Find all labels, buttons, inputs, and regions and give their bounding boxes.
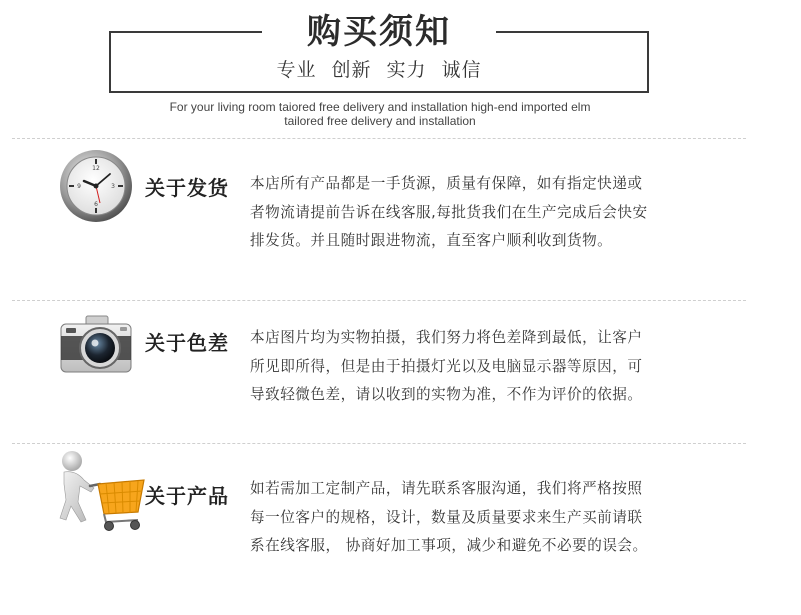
divider: [12, 443, 746, 444]
page-subtitle: 专业 创新 实力 诚信: [276, 59, 482, 81]
svg-text:3: 3: [111, 183, 115, 190]
page-title: 购买须知: [307, 12, 451, 52]
section-text-color: 本店图片均为实物拍摄，我们努力将色差降到最低，让客户所见即所得，但是由于拍摄灯光以及电脑显示器等原因，可导致轻微色差，请以收到的实物为准，不作为评价的依据。: [250, 329, 643, 403]
divider: [12, 300, 746, 301]
english-tagline: [100, 100, 660, 128]
svg-text:9: 9: [77, 183, 81, 190]
section-text-product: 如若需加工定制产品，请先联系客服沟通，我们将严格按照每一位客户的规格，设计，数量及质量要求来生产买前请联系在线客服， 协商好加工事项，减少和避免不必要的误会。: [250, 480, 648, 554]
clock-icon: [58, 148, 134, 228]
section-title-shipping: 关于发货: [145, 176, 229, 200]
english-tagline-line1: For your living room taiored free delivery and installation high-end imported elm: [169, 100, 591, 114]
section-title-color: 关于色差: [145, 331, 229, 355]
section-text-shipping: 本店所有产品都是一手货源，质量有保障，如有指定快递或者物流请提前告诉在线客服,每批货我们在生产完成后会快安排发货。并且随时跟进物流，直至客户顺利收到货物。: [250, 175, 648, 249]
section-title-product: 关于产品: [145, 484, 229, 508]
shopping-cart-person-icon: [56, 450, 146, 542]
svg-text:6: 6: [94, 201, 98, 208]
english-tagline-line2: tailored free delivery and installation: [284, 114, 476, 128]
divider: [12, 138, 746, 139]
svg-text:12: 12: [92, 165, 100, 172]
camera-icon: [58, 312, 134, 382]
